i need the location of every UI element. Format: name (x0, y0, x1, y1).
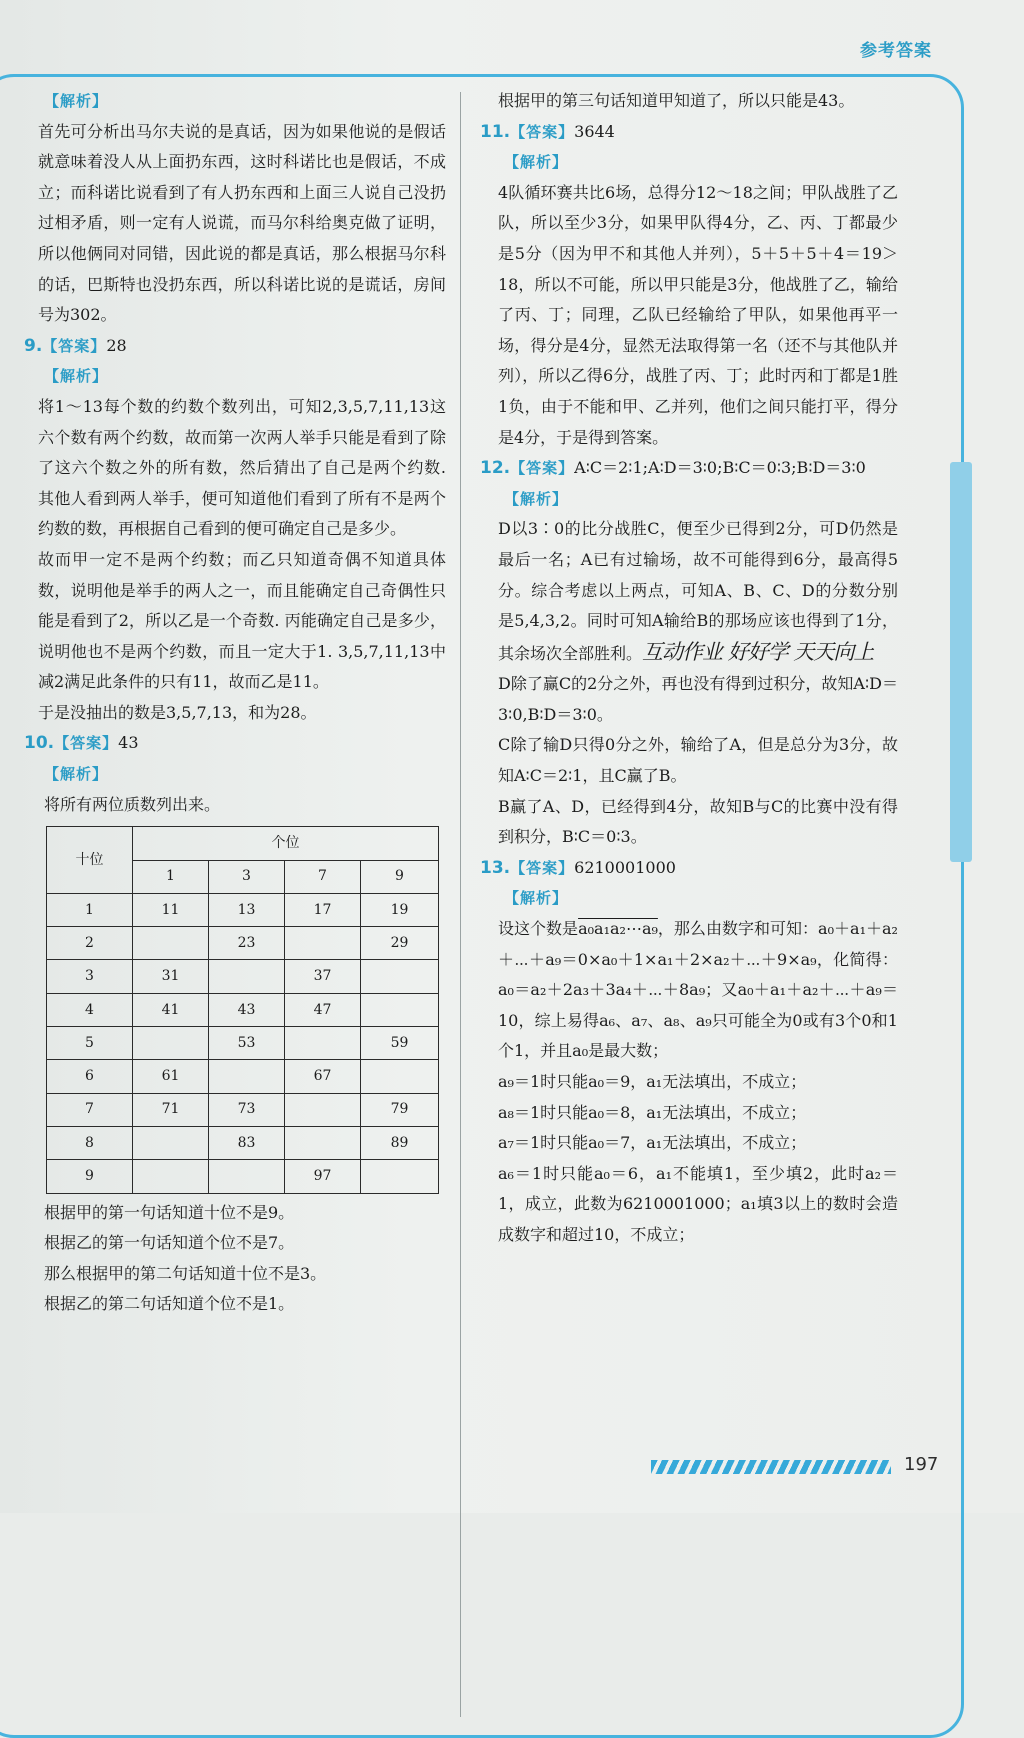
answer-label: 【答案】 (42, 336, 107, 355)
tens-cell: 9 (47, 1160, 133, 1193)
answer-label: 【答案】 (510, 858, 575, 877)
analysis-label: 【解析】 (504, 153, 569, 172)
handwritten-note: 互动作业 好好学 天天向上 (642, 639, 874, 664)
q12-paragraph-1 (498, 514, 898, 669)
table-cell (285, 927, 361, 960)
table-row (47, 960, 439, 993)
q12-paragraph-4: B赢了A、D，已经得到4分，故知B与C的比赛中没有得到积分，B∶C＝0∶3。 (498, 796, 898, 847)
q12-answer-line (480, 453, 898, 484)
table-cell: 17 (285, 893, 361, 926)
analysis-label: 【解析】 (44, 367, 109, 386)
table-cell: 23 (209, 927, 285, 960)
q10-line-3: 那么根据甲的第二句话知道十位不是3。 (44, 1263, 327, 1283)
table-cell: 37 (285, 960, 361, 993)
table-cell (209, 1060, 285, 1093)
q13-answer-line (480, 853, 898, 884)
q10-line-1: 根据甲的第一句话知道十位不是9。 (44, 1202, 295, 1222)
q13-text-b: ，那么由数字和可知：a₀＋a₁＋a₂＋⋯＋a₉＝0×a₀＋1×a₁＋2×a₂＋⋯＋9×a₉，化简得：a₀＝a₂＋2a₃＋3a₄＋⋯＋8a₉；又a₀＋a₁＋a₂＋⋯＋a₉＝10，综上易得a₆、a₇、a₈、a₉只可能全为0或有3个0和1个1，并且a₀是最大数； (498, 919, 898, 1061)
table-row (47, 1126, 439, 1159)
q13-answer: 6210001000 (574, 857, 676, 877)
column-divider (460, 92, 461, 1717)
table-row (47, 927, 439, 960)
table-cell (361, 960, 439, 993)
table-cell: 43 (209, 993, 285, 1026)
analysis-label: 【解析】 (44, 765, 109, 784)
digit-header: 7 (285, 860, 361, 893)
q10-line-2: 根据乙的第一句话知道个位不是7。 (44, 1233, 295, 1253)
footer-stripes (651, 1460, 891, 1474)
q9-paragraph-2: 故而甲一定不是两个约数；而乙只知道奇偶不知道具体数，说明他是举手的两人之一，而且能确定自己奇偶性只能是看到了2，所以乙是一个奇数. 丙能确定自己是多少，说明他也不是两个约数，而且一定大于1. 3,5,7,11,13中减2满足此条件的只有11，故而乙是11。 (38, 549, 446, 692)
tens-cell: 2 (47, 927, 133, 960)
q11-paragraph: 4队循环赛共比6场，总得分12～18之间；甲队战胜了乙队，所以至少3分，如果甲队得4分，乙、丙、丁都最少是5分（因为甲不和其他人并列），5＋5＋5＋4＝19＞18，所以不可能，所以甲只能是3分，他战胜了乙，输给了丙、丁；同理，乙队已经输给了甲队，如果他再平一场，得分是4分，显然无法取得第一名（还不与其他队并列），所以乙得6分，战胜了丙、丁；此时丙和丁都是1胜1负，由于不能和甲、乙并列，他们之间只能打平，得分是4分，于是得到答案。 (498, 182, 898, 447)
q10-number: 10. (24, 733, 55, 754)
table-cell: 29 (361, 927, 439, 960)
answer-label: 【答案】 (510, 459, 575, 478)
digit-header: 3 (209, 860, 285, 893)
q13-text-a: 设这个数是 (498, 919, 579, 939)
tens-cell: 3 (47, 960, 133, 993)
q12-paragraph-3: C除了输D只得0分之外，输给了A，但是总分为3分，故知A∶C＝2∶1，且C赢了B。 (498, 735, 898, 786)
table-cell: 71 (133, 1093, 209, 1126)
analysis-label: 【解析】 (504, 489, 569, 508)
answer-label: 【答案】 (54, 734, 119, 753)
table-row (47, 1093, 439, 1126)
q11-number: 11. (480, 121, 511, 142)
q9-answer: 28 (106, 335, 127, 355)
digit-header: 1 (133, 860, 209, 893)
q10-continued: 根据甲的第三句话知道甲知道了，所以只能是43。 (498, 91, 855, 110)
table-row (47, 1060, 439, 1093)
table-cell: 67 (285, 1060, 361, 1093)
table-cell: 97 (285, 1160, 361, 1193)
side-tab (950, 462, 972, 862)
table-cell (285, 1093, 361, 1126)
q11-answer-line (480, 117, 898, 148)
tens-cell: 6 (47, 1060, 133, 1093)
table-cell: 41 (133, 993, 209, 1026)
q10-answer: 43 (118, 733, 139, 753)
q12-paragraph-2: D除了赢C的2分之外，再也没有得到过积分，故知A∶D＝3∶0,B∶D＝3∶0。 (498, 674, 898, 724)
table-cell: 11 (133, 893, 209, 926)
q13-number-symbol: a₀a₁a₂⋯a₉ (578, 919, 658, 939)
table-cell: 61 (133, 1060, 209, 1093)
table-cell: 31 (133, 960, 209, 993)
table-cell: 13 (209, 893, 285, 926)
table-row (47, 893, 439, 926)
table-cell: 59 (361, 1027, 439, 1060)
table-row (47, 1027, 439, 1060)
table-cell: 73 (209, 1093, 285, 1126)
table-cell (209, 1160, 285, 1193)
prev-analysis-text: 首先可分析出马尔夫说的是真话，因为如果他说的是假话就意味着没人从上面扔东西，这时科诺比也是假话，不成立；而科诺比说看到了有人扔东西和上面三人说自己没扔过相矛盾，则一定有人说谎，而马尔科给奥克做了证明，所以他俩同对同错，因此说的都是真话，那么根据马尔科的话，巴斯特也没扔东西，所以科诺比说的是谎话，房间号为302。 (38, 121, 446, 325)
table-cell (133, 927, 209, 960)
table-row (47, 993, 439, 1026)
q10-line-4: 根据乙的第二句话知道个位不是1。 (44, 1294, 295, 1314)
tens-cell: 1 (47, 893, 133, 926)
tens-cell: 7 (47, 1093, 133, 1126)
table-row-header: 十位 (47, 827, 133, 894)
table-cell (133, 1126, 209, 1159)
table-cell (133, 1160, 209, 1193)
table-cell: 83 (209, 1126, 285, 1159)
table-cell (361, 1060, 439, 1093)
prime-table (46, 826, 439, 1193)
table-cell: 79 (361, 1093, 439, 1126)
page-number: 197 (904, 1454, 939, 1475)
q10-answer-line (24, 728, 446, 759)
table-row (47, 1160, 439, 1193)
q10-intro: 将所有两位质数列出来。 (44, 794, 221, 814)
left-column (24, 86, 446, 1320)
section-header: 参考答案 (860, 41, 932, 61)
tens-cell: 5 (47, 1027, 133, 1060)
q12-answer: A∶C＝2∶1;A∶D＝3∶0;B∶C＝0∶3;B∶D＝3∶0 (574, 458, 866, 478)
q12-paragraph-1-text: D以3∶0的比分战胜C，便至少已得到2分，可D仍然是最后一名；A已有过输场，故不可能得到6分，最高得5分。综合考虑以上两点，可知A、B、C、D的分数分别是5,4,3,2。同时可知A输给B的那场应该也得到了1分，其余场次全部胜利。 (498, 519, 898, 663)
table-cell (361, 993, 439, 1026)
q13-case-1: a₉＝1时只能a₀＝9，a₁无法填出，不成立； (498, 1072, 807, 1091)
analysis-label: 【解析】 (44, 92, 109, 110)
table-cell: 53 (209, 1027, 285, 1060)
right-column (480, 86, 898, 1251)
q13-number: 13. (480, 857, 511, 878)
table-cell (209, 960, 285, 993)
q13-case-4: a₆＝1时只能a₀＝6，a₁不能填1，至少填2，此时a₂＝1，成立，此数为6210001000；a₁填3以上的数时会造成数字和超过10，不成立； (498, 1163, 898, 1244)
tens-cell: 4 (47, 993, 133, 1026)
q9-paragraph-1: 将1～13每个数的约数个数列出，可知2,3,5,7,11,13这六个数有两个约数，故而第一次两人举手只能是看到了除了这六个数之外的所有数，然后猜出了自己是两个约数. 其他人看到两人举手，便可知道他们看到了所有不是两个约数的数，再根据自己看到的便可确定自己是多少。 (38, 396, 446, 539)
table-cell: 47 (285, 993, 361, 1026)
table-cell: 19 (361, 893, 439, 926)
table-cell (285, 1126, 361, 1159)
table-cell (361, 1160, 439, 1193)
answer-label: 【答案】 (510, 122, 575, 141)
q11-answer: 3644 (574, 121, 615, 141)
table-col-header: 个位 (133, 827, 439, 860)
q13-case-3: a₇＝1时只能a₀＝7，a₁无法填出，不成立； (498, 1133, 807, 1153)
digit-header: 9 (361, 860, 439, 893)
tens-cell: 8 (47, 1126, 133, 1159)
table-cell: 89 (361, 1126, 439, 1159)
q9-answer-line (24, 331, 446, 362)
analysis-label: 【解析】 (504, 889, 569, 908)
table-cell (285, 1027, 361, 1060)
q13-paragraph-1 (498, 914, 898, 1067)
q9-number: 9. (24, 335, 43, 356)
q12-number: 12. (480, 458, 511, 479)
q9-paragraph-3: 于是没抽出的数是3,5,7,13，和为28。 (38, 702, 317, 722)
q13-case-2: a₈＝1时只能a₀＝8，a₁无法填出，不成立； (498, 1102, 807, 1122)
table-cell (133, 1027, 209, 1060)
